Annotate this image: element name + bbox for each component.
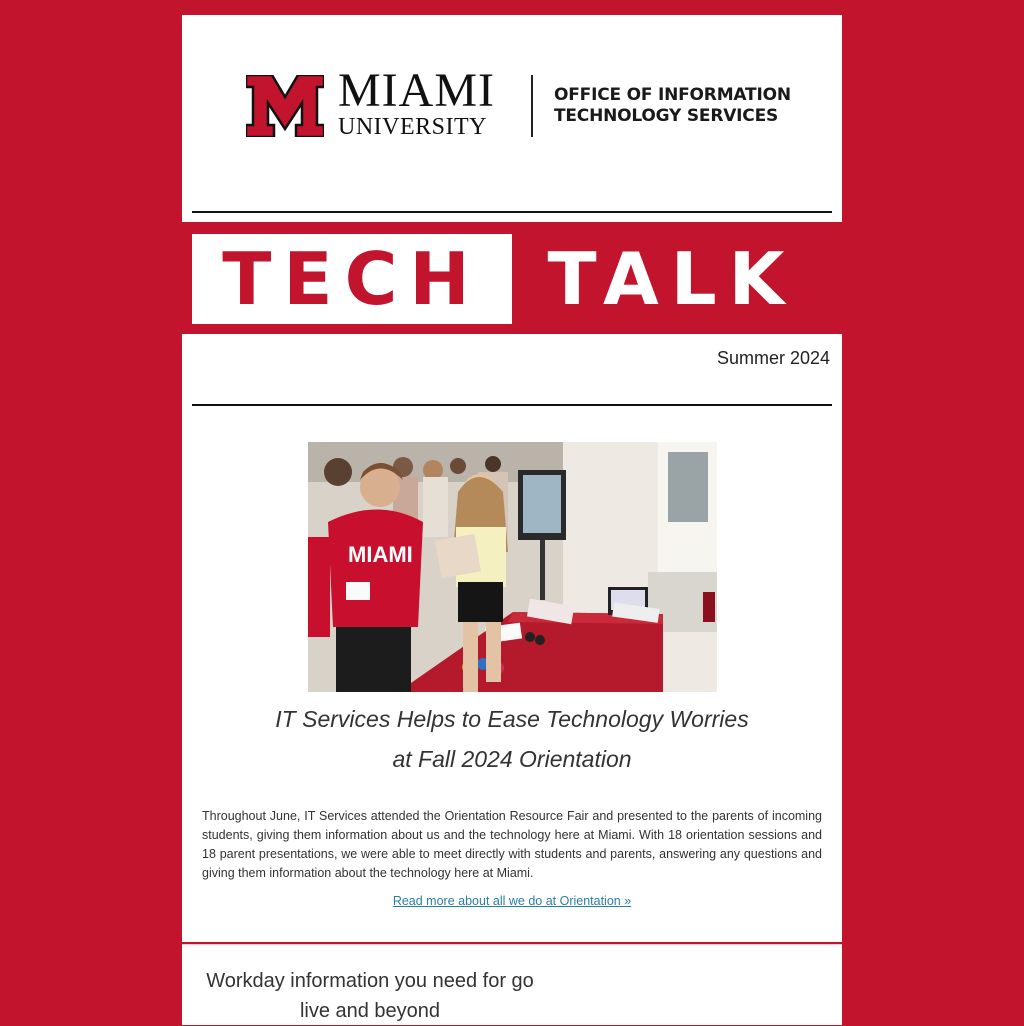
orientation-photo-image — [308, 442, 717, 692]
banner-tech-panel — [192, 234, 512, 324]
banner-talk-word: TALK — [547, 237, 797, 321]
svg-text:MIAMI: MIAMI — [348, 542, 413, 567]
miami-m-logo-icon — [246, 75, 324, 137]
office-name-line1: OFFICE OF INFORMATION — [554, 85, 791, 105]
issue-date: Summer 2024 — [716, 348, 830, 368]
tech-talk-banner — [192, 234, 832, 324]
date-divider — [192, 404, 832, 406]
read-more-link[interactable]: Read more about all we do at Orientation » — [392, 894, 632, 908]
header-divider — [192, 211, 832, 213]
logo-divider — [531, 75, 533, 137]
workday-article-title[interactable]: Workday information you need for go live and beyond — [206, 970, 534, 1022]
article-title-line1: IT Services Helps to Ease Technology Worries — [275, 706, 749, 732]
wordmark-miami: MIAMI — [338, 64, 495, 117]
orientation-photo[interactable] — [308, 442, 717, 692]
office-name-line2: TECHNOLOGY SERVICES — [554, 106, 779, 126]
article-title-line2: at Fall 2024 Orientation — [392, 746, 632, 772]
banner-talk-panel — [512, 234, 832, 324]
article-body: Throughout June, IT Services attended the Orientation Resource Fair and presented to the parents of incoming students, giving them information about us and the technology here at Miami. With 18 orientation sessions and 18 parent presentations, we were able to meet directly with students and parents, answering any questions and giving them information about the technology here at Miami. — [202, 809, 822, 880]
banner-tech-word: TECH — [222, 237, 482, 321]
wordmark-university: UNIVERSITY — [338, 114, 487, 140]
